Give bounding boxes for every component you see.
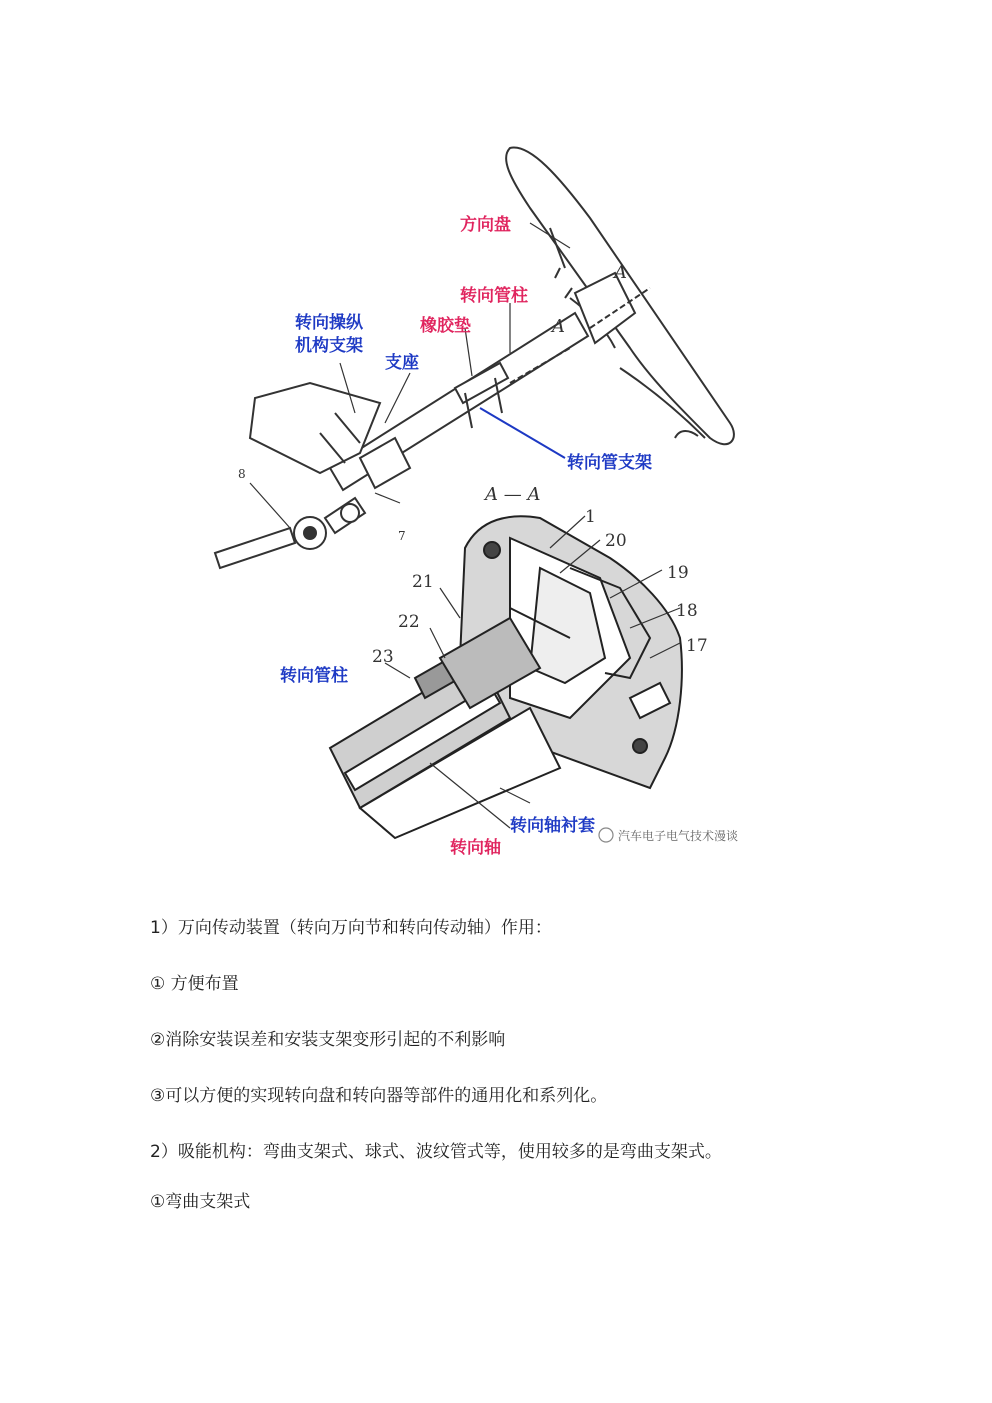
part-number-1: 1 [585,507,596,527]
steering-column-diagram [210,138,770,863]
universal-joint [215,498,365,568]
part-number-21: 21 [412,572,434,592]
part-number-18: 18 [676,601,698,621]
watermark [599,828,738,843]
section-title-a-a: A — A [485,484,541,505]
label-steering-shaft: 转向轴 [450,838,501,858]
label-rubber-pad: 橡胶垫 [420,316,471,336]
watermark-text: 汽车电子电气技术漫谈 [618,829,739,843]
label-steering-wheel: 方向盘 [460,215,511,235]
paragraph-universal-joint-function: 1）万向传动装置（转向万向节和转向传动轴）作用： [150,918,552,938]
section-mark-a-mid: A [552,316,565,337]
wechat-icon [599,828,613,842]
label-support-seat: 支座 [385,353,419,373]
paragraph-point-2: ②消除安装误差和安装支架变形引起的不利影响 [150,1030,506,1050]
label-column-bracket: 转向管支架 [567,453,652,473]
part-number-23: 23 [372,647,394,667]
paragraph-bending-bracket: ①弯曲支架式 [150,1192,251,1212]
part-number-20: 20 [605,531,627,551]
part-number-8: 8 [238,467,246,481]
label-shaft-bushing: 转向轴衬套 [510,816,595,836]
section-mark-a-top: A [614,262,627,283]
label-control-bracket-line1: 转向操纵 [295,313,363,333]
part-number-19: 19 [667,563,689,583]
part-number-7: 7 [398,529,406,543]
paragraph-point-1: ① 方便布置 [150,974,239,994]
label-steering-column-top: 转向管柱 [460,286,528,306]
label-control-bracket-line2: 机构支架 [295,336,363,356]
label-steering-column-bottom: 转向管柱 [280,666,348,686]
paragraph-point-3: ③可以方便的实现转向盘和转向器等部件的通用化和系列化。 [150,1086,608,1106]
paragraph-energy-absorbing: 2）吸能机构：弯曲支架式、球式、波纹管式等，使用较多的是弯曲支架式。 [150,1142,722,1162]
part-number-22: 22 [398,612,420,632]
part-number-17: 17 [686,636,708,656]
